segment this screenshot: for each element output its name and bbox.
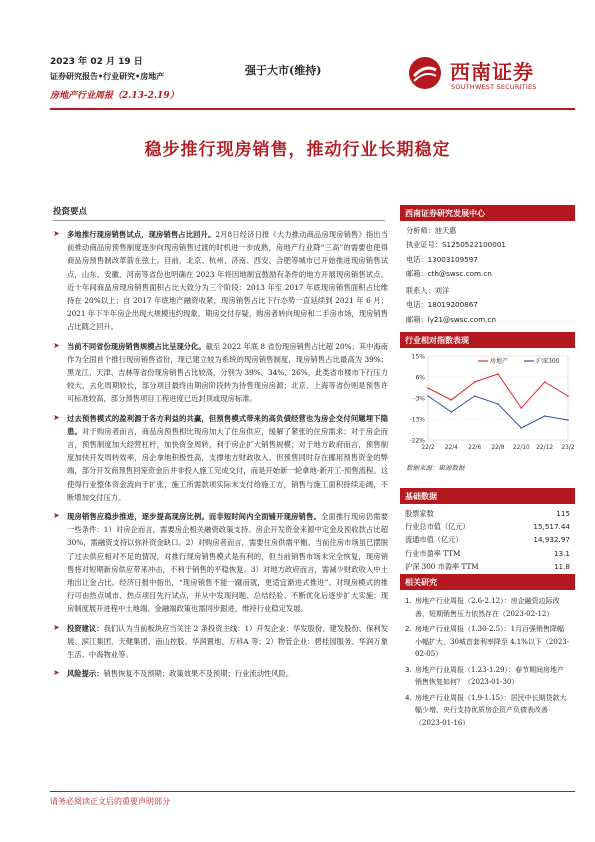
- x-tick-label: 23/2: [561, 445, 575, 451]
- related-item[interactable]: 2. 房地产行业周报（1.30-2.5）：1月百强销售降幅小幅扩大，30城首套利率降至 4.1%以下（2023-02-05）: [405, 625, 570, 658]
- y-tick-label: -3%: [413, 395, 425, 403]
- index-chart-panel: [400, 332, 575, 348]
- y-tick-label: -22%: [409, 437, 425, 445]
- paragraph-lead: 投资建议：: [67, 623, 104, 633]
- section-label: 投资要点: [53, 207, 88, 217]
- report-date: 2023 年 02 月 19 日: [50, 57, 143, 67]
- x-tick-label: 22/12: [536, 445, 554, 451]
- paragraph: [53, 510, 388, 616]
- paragraph-body: 截至 2022 年底 8 省份现房销售占比超 20%；其中海南作为全国首个推行现房销售省份，现已建立较为系统的现房销售制度，现房销售占比最高为 39%；黑龙江、天津、吉林等省份现房销售占比较高，分别为 39%、34%、26%，此类省市楼市下行压力较大，去化周期较长，部分项目最终由期房阶段转为待售现房房源；北京、上海等省份则是预售许可标准较高，部分预售项目工程进度已近封顶或现房标准。: [67, 341, 389, 404]
- footer-disclaimer: 请务必阅读正文后的重要声明部分: [50, 797, 170, 806]
- bullet-icon: ➤: [53, 340, 60, 350]
- bullet-icon: ➤: [53, 412, 60, 422]
- data-point: [544, 415, 546, 417]
- paragraph: [53, 228, 388, 334]
- basic-data-header: 基础数据: [400, 488, 575, 504]
- data-row: 行业市盈率 TTM 13.1: [405, 548, 570, 558]
- y-tick-label: -13%: [409, 416, 425, 424]
- analyst-row: 执业证号：S1250522100001: [406, 240, 506, 250]
- data-point: [451, 399, 453, 401]
- x-tick-label: 22/10: [512, 445, 530, 451]
- y-tick-label: 6%: [415, 374, 425, 382]
- analyst-row: 邮箱：cth@swsc.com.cn: [406, 268, 492, 278]
- data-row: 股票家数 115: [405, 509, 570, 518]
- data-point: [427, 395, 429, 397]
- bullet-icon: ➤: [53, 229, 60, 238]
- main-content: [53, 222, 388, 681]
- x-tick-label: 22/4: [444, 445, 458, 451]
- paragraph-body: 全面推行现房仍需要一些条件：1）对房企而言，需要房企相关融资政策支持。房企开发资金来源中定金及预收款占比超 30%，需融资支持以弥补资金缺口。2）对购房者而言，需要住房供需平衡。当前住房市场虽已摆脱了过去供应相对不足的情况，对推行现房销售模式是有利的，但当前销售市场未完全恢复，现房销售将对短期新房供应带来冲击，不利于销售的平稳恢复。3）对地方政府而言，需减少财政收入中土地出让金占比。经济日报中指出，“现房销售不能一蹴而就，更适宜渐进式推进”。对现房模式的推行可由热点城市、热点项目先行试点，并从中发现问题、总结经验、不断优化后逐步扩大实施；现房制度展开进程中土地端、金融端政策也需同步跟进，维持行业稳定发展。: [67, 512, 389, 614]
- y-tick-label: 15%: [411, 353, 425, 361]
- x-tick-label: 22/2: [421, 445, 435, 451]
- legend-label: 房地产: [490, 358, 509, 365]
- series-line-1: [428, 374, 568, 408]
- analyst-header: 西南证券研究发展中心: [400, 205, 575, 221]
- report-title: 稳步推行现房销售，推动行业长期稳定: [144, 140, 451, 160]
- bullet-icon: ➤: [53, 511, 60, 521]
- x-tick-label: 22/6: [468, 445, 482, 451]
- data-point: [497, 403, 499, 405]
- logo-mark-icon: [408, 56, 442, 90]
- related-item[interactable]: 4. 房地产行业周报（1.9-1.15）：居民中长期贷款大幅少增，央行支持优质房企资产负债表改善（2023-01-16）: [405, 693, 567, 727]
- report-type: 证券研究报告•行业研究•房地产: [50, 71, 165, 81]
- related-header: 相关研究: [400, 574, 575, 590]
- paragraph-body: 对于购房者而言，商品房预售相比现房加大了住房供应，缓解了紧张的住房需求；对于房企而言，预售制度加大经营杠杆，加快资金周转，利于房企扩大销售规模；对于地方政府而言，预售制度加快开发周转效率，房企拿地积极性高，支撑地方财政收入。但预售同时存在挪用预售资金的弊端，部分开发商预售回笼资金后并非投入施工完成交付，而是开始新一轮拿地-新开工-预售流程。这使得行业整体资金流向于扩张，施工所需款项实际未支付给施工方，销售与施工面积持续走阔，不断增加交付压力。: [67, 426, 389, 502]
- series-line-2: [428, 396, 568, 428]
- paragraph: [53, 412, 388, 504]
- paragraph-body: 2月8日经济日报《大力推动商品房现房销售》指出当前推动商品房预售制度逐步向现房销售过渡的时机进一步成熟，房地产行业降“三高”的需要也使得商品房预售制改革箭在弦上。目前，北京、杭州、济南、西安、合肥等城市已开始推进现房销售试点，山东、安徽、河南等省份也明确在 2023 年将因地制宜鼓励有条件的地方开展现房销售试点。近十年间商品房现房销售面积占比大致分为三个阶段：2013 年至 2017 年底现房销售面积占比维持在 20%以上；自 2017 年底地产融资收紧，现房销售占比下行态势一直延续到 2021 年 6 月；2021 年下半年房企出现大规模违约现象，期房交付存疑，购房者转向现房和二手房市场，现房销售占比随之回升。: [67, 230, 388, 332]
- paragraph-lead: 过去预售模式的盈利源于各方利益的共赢，但预售模式带来的高负债经营也为房企交付问题埋下隐患。: [67, 413, 388, 436]
- data-row: 流通市值（亿元） 14,932.97: [405, 535, 570, 545]
- data-point: [521, 407, 523, 409]
- analyst-row: 分析师：池天惠: [406, 226, 457, 235]
- company-logo: [408, 54, 568, 98]
- data-point: [544, 381, 546, 383]
- logo-text-cn: 西南证券: [450, 60, 534, 84]
- data-point: [497, 373, 499, 375]
- paragraph: [53, 340, 388, 406]
- data-row: 行业总市值（亿元） 15,517.44: [405, 522, 570, 532]
- paragraph: [53, 667, 388, 680]
- data-point: [451, 411, 453, 413]
- paragraph-lead: 风险提示：: [67, 669, 104, 679]
- data-point: [474, 395, 476, 397]
- contact-row: 邮箱：ly21@swsc.com.cn: [406, 314, 496, 324]
- paragraph-lead: 当前不同省份现房销售规模占比呈现分化。: [67, 341, 206, 351]
- footer-divider: [50, 791, 575, 792]
- data-row: 沪深 300 市盈率 TTM 11.8: [405, 561, 570, 571]
- paragraph-lead: 多地推行现房销售试点，现房销售占比回升。: [67, 230, 216, 239]
- related-item[interactable]: 1. 房地产行业周报（2.6-2.12）：房企融资边际改善，短期销售压力依然存在（2023-02-12）: [405, 597, 560, 618]
- related-panel: [400, 574, 575, 729]
- contact-row: 电话：18019200867: [406, 300, 478, 310]
- header-divider: [50, 108, 575, 110]
- paragraph-body: 销售恢复不及预期；政策效果不及预期；行业流动性风险。: [103, 669, 294, 679]
- data-point: [567, 395, 569, 397]
- data-point: [474, 381, 476, 383]
- data-point: [521, 427, 523, 429]
- paragraph-body: 我们认为当前板块应当关注 2 条投资主线：1）开发企业：华发股份、建发股份、保利发展、滨江集团、天健集团、南山控股、华润置地、万科A 等；2）物管企业：碧桂园服务、华润万象生活、中海物业等。: [67, 623, 389, 660]
- bullet-icon: ➤: [53, 622, 60, 632]
- paragraph-lead: 现房销售应稳步推进，逐步提高现房比例。而非短时间内全面铺开现房销售。: [67, 512, 321, 522]
- logo-text-en: SOUTHWEST SECURITIES: [451, 83, 537, 91]
- basic-data-panel: [400, 488, 575, 573]
- rating-label: 强于大市(维持): [245, 64, 322, 77]
- weekly-label: 房地产行业周报（2.13-2.19）: [50, 91, 179, 101]
- index-chart-svg: [400, 348, 575, 458]
- index-chart: [400, 348, 575, 458]
- paragraph: [53, 622, 388, 662]
- chart-source: 数据来源：聚源数据: [406, 464, 465, 472]
- analyst-panel: [400, 205, 575, 327]
- index-chart-header: 行业相对指数表现: [400, 332, 575, 348]
- x-tick-label: 22/8: [491, 445, 505, 451]
- section-divider: [53, 220, 385, 221]
- related-item[interactable]: 3. 房地产行业周报（1.23-1.29）：春节期间房地产销售恢复如何？（2023-01-30）: [405, 665, 565, 686]
- analyst-row: 电话：13003109597: [406, 254, 478, 264]
- legend-label: 沪深300: [536, 358, 560, 365]
- bullet-icon: ➤: [53, 668, 60, 678]
- data-point: [427, 387, 429, 389]
- contact-row: 联系人：刘洋: [406, 286, 450, 296]
- data-point: [567, 419, 569, 421]
